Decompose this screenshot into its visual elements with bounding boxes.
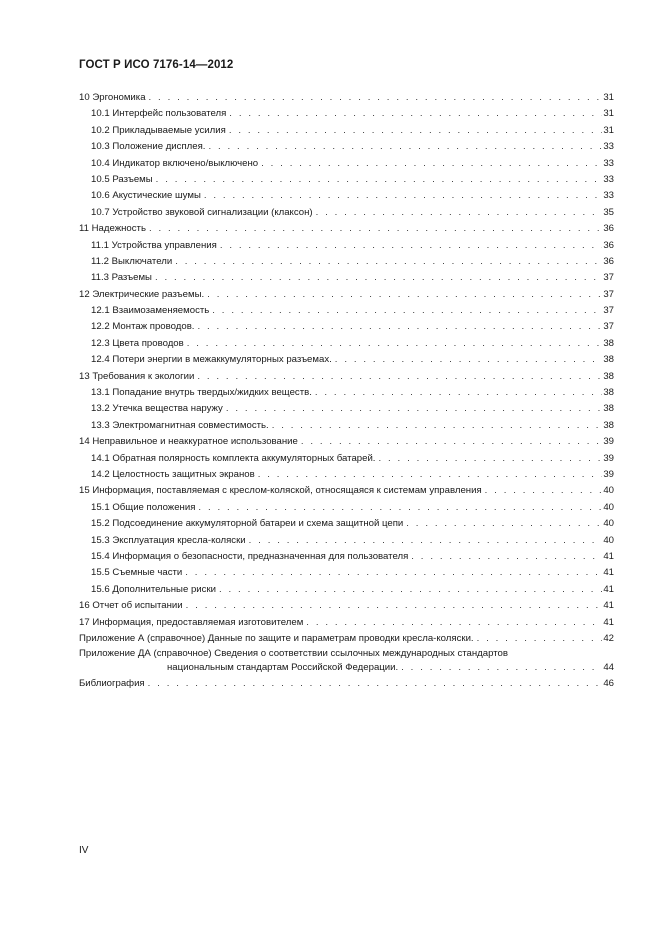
toc-entry-title: 12 Электрические разъемы. xyxy=(79,288,205,300)
dot-leader xyxy=(155,270,602,286)
toc-entry-page: 37 xyxy=(603,272,614,284)
toc-entry-title: 11 Надежность xyxy=(79,223,146,235)
toc-entry-title: 16 Отчет об испытании xyxy=(79,600,183,612)
toc-entry[interactable] xyxy=(79,188,614,204)
toc-entry-page: 40 xyxy=(603,518,614,530)
dot-leader xyxy=(401,660,602,676)
toc-entry-page: 38 xyxy=(603,387,614,399)
toc-entry[interactable] xyxy=(79,631,614,647)
toc-entry-title: 11.3 Разъемы xyxy=(91,272,152,284)
toc-entry-title: 15 Информация, поставляемая с креслом-коляской, относящаяся к системам управления xyxy=(79,485,482,497)
dot-leader xyxy=(306,615,602,631)
dot-leader xyxy=(208,139,602,155)
toc-entry-page: 31 xyxy=(603,124,614,136)
dot-leader xyxy=(335,352,603,368)
dot-leader xyxy=(204,188,602,204)
toc-entry-title: 15.1 Общие положения xyxy=(91,501,196,513)
dot-leader xyxy=(187,336,603,352)
toc-entry[interactable] xyxy=(79,451,614,467)
toc-entry-title-continuation: национальным стандартам Российской Федерации. xyxy=(167,662,399,674)
page-number: IV xyxy=(79,845,89,856)
toc-entry-title: Библиография xyxy=(79,678,145,690)
toc-entry-page: 46 xyxy=(603,678,614,690)
dot-leader xyxy=(258,467,603,483)
toc-entry-page: 33 xyxy=(603,141,614,153)
toc-entry-title: 13.3 Электромагнитная совместимость. xyxy=(91,419,269,431)
toc-entry[interactable] xyxy=(79,287,614,303)
dot-leader xyxy=(175,254,602,270)
toc-entry[interactable] xyxy=(79,418,614,434)
toc-entry-page: 38 xyxy=(603,370,614,382)
toc-entry-page: 40 xyxy=(603,534,614,546)
toc-entry-title: 13 Требования к экологии xyxy=(79,370,195,382)
dot-leader xyxy=(219,582,602,598)
toc-entry-page: 40 xyxy=(603,501,614,513)
toc-entry-title: 10.3 Положение дисплея. xyxy=(91,141,206,153)
toc-entry[interactable] xyxy=(79,156,614,172)
toc-entry[interactable] xyxy=(79,549,614,565)
toc-entry-page: 38 xyxy=(603,419,614,431)
toc-entry[interactable] xyxy=(79,172,614,188)
toc-entry-title: 10.6 Акустические шумы xyxy=(91,190,201,202)
toc-entry[interactable] xyxy=(79,254,614,270)
dot-leader xyxy=(220,238,603,254)
dot-leader xyxy=(198,500,602,516)
dot-leader xyxy=(485,483,603,499)
toc-entry-appendix-da[interactable] xyxy=(79,647,614,676)
toc-entry-page: 36 xyxy=(603,255,614,267)
toc-entry-page: 37 xyxy=(603,288,614,300)
toc-entry-title: 12.4 Потери энергии в межаккумуляторных разъемах. xyxy=(91,354,332,366)
toc-entry-page: 41 xyxy=(603,616,614,628)
toc-entry[interactable] xyxy=(79,369,614,385)
toc-entry-page: 33 xyxy=(603,157,614,169)
toc-entry-title: 15.3 Эксплуатация кресла-коляски xyxy=(91,534,246,546)
toc-entry-page: 41 xyxy=(603,583,614,595)
dot-leader xyxy=(301,434,602,450)
toc-entry-page: 39 xyxy=(603,468,614,480)
toc-entry[interactable] xyxy=(79,139,614,155)
toc-rows xyxy=(79,90,614,647)
toc-entry[interactable] xyxy=(79,303,614,319)
dot-leader xyxy=(229,106,602,122)
dot-leader xyxy=(226,401,602,417)
dot-leader xyxy=(272,418,603,434)
dot-leader xyxy=(229,123,603,139)
dot-leader xyxy=(186,598,603,614)
toc-entry-title: 12.1 Взаимозаменяемость xyxy=(91,305,210,317)
toc-entry[interactable] xyxy=(79,598,614,614)
dot-leader xyxy=(156,172,603,188)
toc-entry-title: 14.1 Обратная полярность комплекта аккумуляторных батарей. xyxy=(91,452,376,464)
dot-leader xyxy=(477,631,603,647)
toc-entry[interactable] xyxy=(79,582,614,598)
toc-entry-page: 33 xyxy=(603,173,614,185)
toc-entry[interactable] xyxy=(79,90,614,106)
toc-entry[interactable] xyxy=(79,205,614,221)
dot-leader xyxy=(249,533,603,549)
toc-entry-page: 39 xyxy=(603,436,614,448)
toc-entry-page: 36 xyxy=(603,239,614,251)
toc-entry[interactable] xyxy=(79,467,614,483)
toc-entry-page: 38 xyxy=(603,337,614,349)
dot-leader xyxy=(149,221,602,237)
toc-entry-title: 15.2 Подсоединение аккумуляторной батареи и схема защитной цепи xyxy=(91,518,404,530)
toc-entry-title: Приложение А (справочное) Данные по защите и параметрам проводки кресла-коляски. xyxy=(79,632,474,644)
dot-leader xyxy=(148,676,603,692)
toc-entry[interactable] xyxy=(79,533,614,549)
toc-entry-title: 11.2 Выключатели xyxy=(91,255,173,267)
dot-leader xyxy=(212,303,602,319)
toc-entry-title: 14.2 Целостность защитных экранов xyxy=(91,468,255,480)
toc-entry[interactable] xyxy=(79,483,614,499)
toc-entry-title: 11.1 Устройства управления xyxy=(91,239,217,251)
toc-entry-title: 17 Информация, предоставляемая изготовителем xyxy=(79,616,304,628)
toc-entry-page: 38 xyxy=(603,354,614,366)
toc-entry-title: Приложение ДА (справочное) Сведения о соответствии ссылочных международных стандартов xyxy=(79,648,508,660)
dot-leader xyxy=(197,369,602,385)
dot-leader xyxy=(197,319,602,335)
toc-entry-title: 15.6 Дополнительные риски xyxy=(91,583,216,595)
toc-entry-title: 12.3 Цвета проводов xyxy=(91,337,184,349)
toc-entry-title: 12.2 Монтаж проводов. xyxy=(91,321,195,333)
toc-entry-title: 15.4 Информация о безопасности, предназначенная для пользователя xyxy=(91,550,409,562)
toc-entry-page: 31 xyxy=(603,108,614,120)
toc-entry-page: 37 xyxy=(603,321,614,333)
toc-entry[interactable] xyxy=(79,106,614,122)
toc-entry-page: 36 xyxy=(603,223,614,235)
toc-entry[interactable] xyxy=(79,615,614,631)
toc-entry-page: 37 xyxy=(603,305,614,317)
toc-entry[interactable] xyxy=(79,123,614,139)
toc-entry-page: 41 xyxy=(603,567,614,579)
toc-entry-page: 40 xyxy=(603,485,614,497)
toc-entry-page: 35 xyxy=(603,206,614,218)
toc-entry-page: 41 xyxy=(603,550,614,562)
toc-entry[interactable] xyxy=(79,319,614,335)
toc-entry-title: 13.2 Утечка вещества наружу xyxy=(91,403,223,415)
toc-entry[interactable] xyxy=(79,336,614,352)
toc-entry[interactable] xyxy=(79,238,614,254)
toc-entry-page: 42 xyxy=(603,632,614,644)
toc-entry-page: 39 xyxy=(603,452,614,464)
table-of-contents xyxy=(79,90,614,693)
dot-leader xyxy=(411,549,602,565)
toc-entry-title: 10.4 Индикатор включено/выключено xyxy=(91,157,259,169)
dot-leader xyxy=(261,156,602,172)
toc-entry[interactable] xyxy=(79,434,614,450)
toc-entry[interactable] xyxy=(79,516,614,532)
toc-entry[interactable] xyxy=(79,270,614,286)
dot-leader xyxy=(185,565,602,581)
toc-entry-bibliography[interactable] xyxy=(79,676,614,692)
toc-entry-title: 10 Эргономика xyxy=(79,92,146,103)
toc-entry[interactable] xyxy=(79,221,614,237)
dot-leader xyxy=(378,451,602,467)
toc-entry-title: 13.1 Попадание внутрь твердых/жидких веществ. xyxy=(91,387,312,399)
dot-leader xyxy=(315,385,602,401)
toc-entry-page: 41 xyxy=(603,600,614,612)
toc-entry-title: 15.5 Съемные части xyxy=(91,567,183,579)
dot-leader xyxy=(149,90,603,106)
toc-entry-title: 10.2 Прикладываемые усилия xyxy=(91,124,226,136)
toc-entry[interactable] xyxy=(79,401,614,417)
toc-entry-title: 10.1 Интерфейс пользователя xyxy=(91,108,227,120)
toc-entry[interactable] xyxy=(79,385,614,401)
toc-entry-page: 44 xyxy=(603,662,614,674)
toc-entry[interactable] xyxy=(79,500,614,516)
toc-entry[interactable] xyxy=(79,352,614,368)
toc-entry-title: 10.5 Разъемы xyxy=(91,173,153,185)
dot-leader xyxy=(406,516,602,532)
dot-leader xyxy=(207,287,602,303)
dot-leader xyxy=(316,205,603,221)
toc-entry-page: 31 xyxy=(603,92,614,103)
toc-entry-page: 33 xyxy=(603,190,614,202)
toc-entry-page: 38 xyxy=(603,403,614,415)
toc-entry-title: 10.7 Устройство звуковой сигнализации (клаксон) xyxy=(91,206,313,218)
toc-entry[interactable] xyxy=(79,565,614,581)
document-header: ГОСТ Р ИСО 7176-14—2012 xyxy=(79,59,234,71)
toc-entry-title: 14 Неправильное и неаккуратное использование xyxy=(79,436,298,448)
